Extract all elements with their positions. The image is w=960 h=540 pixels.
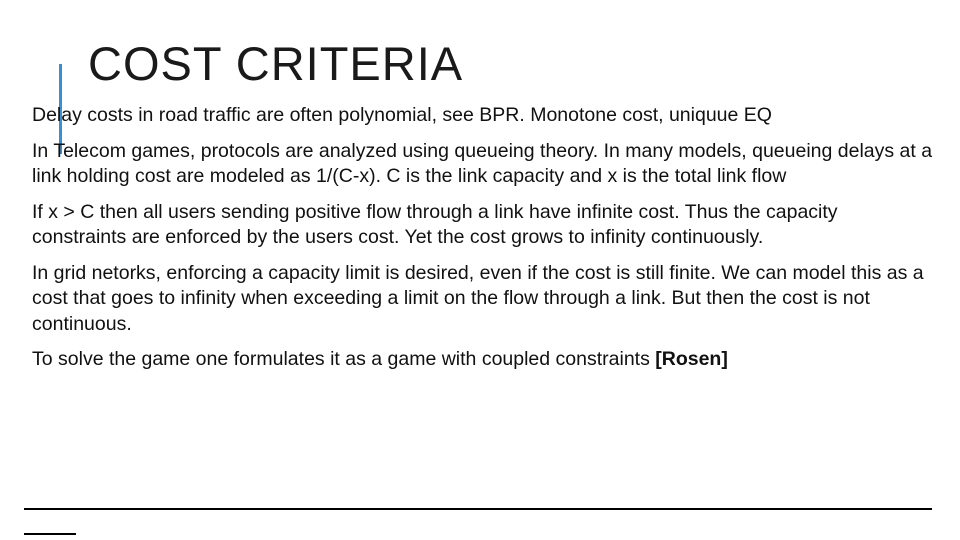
paragraph-grid-networks: In grid netorks, enforcing a capacity limit is desired, even if the cost is still finite. We can model this as a cost that goes to infinity when exceeding a limit on the flow through a link. But then the cost is not continuous. xyxy=(32,261,924,335)
citation-rosen: [Rosen] xyxy=(655,348,728,370)
paragraph-infinite-cost: If x > C then all users sending positive flow through a link have infinite cost. Thus the capacity constraints are enforced by the users cost. Yet the cost grows to infinity continuously. xyxy=(32,200,838,248)
paragraph-coupled-constraints-text: To solve the game one formulates it as a game with coupled constraints xyxy=(32,348,656,370)
paragraph-coupled-constraints xyxy=(32,347,937,373)
paragraph-road-traffic: Delay costs in road traffic are often polynomial, see BPR. Monotone cost, uniquue EQ xyxy=(32,104,772,126)
slide-body xyxy=(32,103,937,383)
slide-title: COST CRITERIA xyxy=(88,37,464,90)
footer-divider-line xyxy=(24,508,932,510)
paragraph-telecom-queueing: In Telecom games, protocols are analyzed using queueing theory. In many models, queueing delays at a link holding cost are modeled as 1/(C-x). C is the link capacity and x is the total link flow xyxy=(32,139,933,187)
footer-short-divider xyxy=(24,533,76,535)
